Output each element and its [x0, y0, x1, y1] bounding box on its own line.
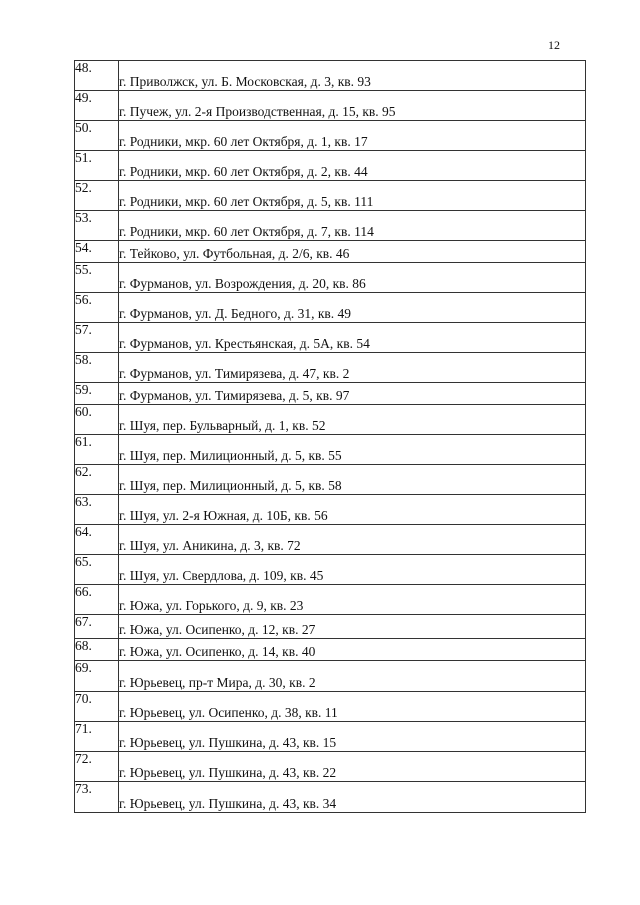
- table-row: [75, 405, 586, 435]
- address-table-body: [75, 61, 586, 813]
- table-row: [75, 615, 586, 639]
- row-number: 68.: [75, 639, 119, 661]
- table-row: [75, 383, 586, 405]
- row-address: г. Шуя, ул. Аникина, д. 3, кв. 72: [119, 525, 586, 555]
- row-number: 55.: [75, 263, 119, 293]
- row-number: 49.: [75, 91, 119, 121]
- table-row: [75, 151, 586, 181]
- row-address: г. Шуя, ул. Свердлова, д. 109, кв. 45: [119, 555, 586, 585]
- row-number: 61.: [75, 435, 119, 465]
- row-address: г. Южа, ул. Осипенко, д. 12, кв. 27: [119, 615, 586, 639]
- row-address: г. Южа, ул. Горького, д. 9, кв. 23: [119, 585, 586, 615]
- table-row: [75, 525, 586, 555]
- table-row: [75, 585, 586, 615]
- table-row: [75, 752, 586, 782]
- row-number: 59.: [75, 383, 119, 405]
- row-address: г. Родники, мкр. 60 лет Октября, д. 1, кв. 17: [119, 121, 586, 151]
- row-number: 57.: [75, 323, 119, 353]
- row-address: г. Приволжск, ул. Б. Московская, д. 3, кв. 93: [119, 61, 586, 91]
- table-row: [75, 555, 586, 585]
- table-row: [75, 353, 586, 383]
- row-address: г. Южа, ул. Осипенко, д. 14, кв. 40: [119, 639, 586, 661]
- row-address: г. Тейково, ул. Футбольная, д. 2/6, кв. 46: [119, 241, 586, 263]
- row-number: 60.: [75, 405, 119, 435]
- row-number: 72.: [75, 752, 119, 782]
- table-row: [75, 61, 586, 91]
- table-row: [75, 91, 586, 121]
- row-address: г. Шуя, пер. Милиционный, д. 5, кв. 58: [119, 465, 586, 495]
- row-address: г. Фурманов, ул. Тимирязева, д. 47, кв. 2: [119, 353, 586, 383]
- row-number: 54.: [75, 241, 119, 263]
- row-number: 64.: [75, 525, 119, 555]
- row-number: 58.: [75, 353, 119, 383]
- table-row: [75, 639, 586, 661]
- row-number: 63.: [75, 495, 119, 525]
- table-row: [75, 782, 586, 813]
- row-number: 70.: [75, 692, 119, 722]
- row-address: г. Родники, мкр. 60 лет Октября, д. 5, кв. 111: [119, 181, 586, 211]
- row-address: г. Юрьевец, ул. Пушкина, д. 43, кв. 34: [119, 782, 586, 813]
- table-row: [75, 692, 586, 722]
- table-row: [75, 435, 586, 465]
- row-number: 53.: [75, 211, 119, 241]
- table-row: [75, 465, 586, 495]
- row-address: г. Родники, мкр. 60 лет Октября, д. 7, кв. 114: [119, 211, 586, 241]
- row-address: г. Юрьевец, ул. Осипенко, д. 38, кв. 11: [119, 692, 586, 722]
- table-row: [75, 661, 586, 692]
- row-address: г. Фурманов, ул. Возрождения, д. 20, кв. 86: [119, 263, 586, 293]
- row-number: 52.: [75, 181, 119, 211]
- row-address: г. Юрьевец, пр-т Мира, д. 30, кв. 2: [119, 661, 586, 692]
- row-address: г. Фурманов, ул. Д. Бедного, д. 31, кв. 49: [119, 293, 586, 323]
- row-address: г. Пучеж, ул. 2-я Производственная, д. 15, кв. 95: [119, 91, 586, 121]
- row-number: 73.: [75, 782, 119, 813]
- row-address: г. Фурманов, ул. Крестьянская, д. 5А, кв. 54: [119, 323, 586, 353]
- row-address: г. Шуя, ул. 2-я Южная, д. 10Б, кв. 56: [119, 495, 586, 525]
- row-number: 71.: [75, 722, 119, 752]
- table-row: [75, 241, 586, 263]
- row-number: 51.: [75, 151, 119, 181]
- table-row: [75, 293, 586, 323]
- row-number: 62.: [75, 465, 119, 495]
- table-row: [75, 722, 586, 752]
- row-number: 65.: [75, 555, 119, 585]
- row-number: 67.: [75, 615, 119, 639]
- table-row: [75, 323, 586, 353]
- table-row: [75, 211, 586, 241]
- row-address: г. Юрьевец, ул. Пушкина, д. 43, кв. 15: [119, 722, 586, 752]
- row-address: г. Шуя, пер. Бульварный, д. 1, кв. 52: [119, 405, 586, 435]
- page-number: 12: [548, 38, 560, 52]
- row-address: г. Шуя, пер. Милиционный, д. 5, кв. 55: [119, 435, 586, 465]
- row-number: 56.: [75, 293, 119, 323]
- row-number: 50.: [75, 121, 119, 151]
- row-number: 69.: [75, 661, 119, 692]
- address-table: [74, 60, 586, 813]
- row-address: г. Родники, мкр. 60 лет Октября, д. 2, кв. 44: [119, 151, 586, 181]
- row-number: 66.: [75, 585, 119, 615]
- table-row: [75, 121, 586, 151]
- table-row: [75, 181, 586, 211]
- row-number: 48.: [75, 61, 119, 91]
- row-address: г. Юрьевец, ул. Пушкина, д. 43, кв. 22: [119, 752, 586, 782]
- table-row: [75, 263, 586, 293]
- row-address: г. Фурманов, ул. Тимирязева, д. 5, кв. 97: [119, 383, 586, 405]
- table-row: [75, 495, 586, 525]
